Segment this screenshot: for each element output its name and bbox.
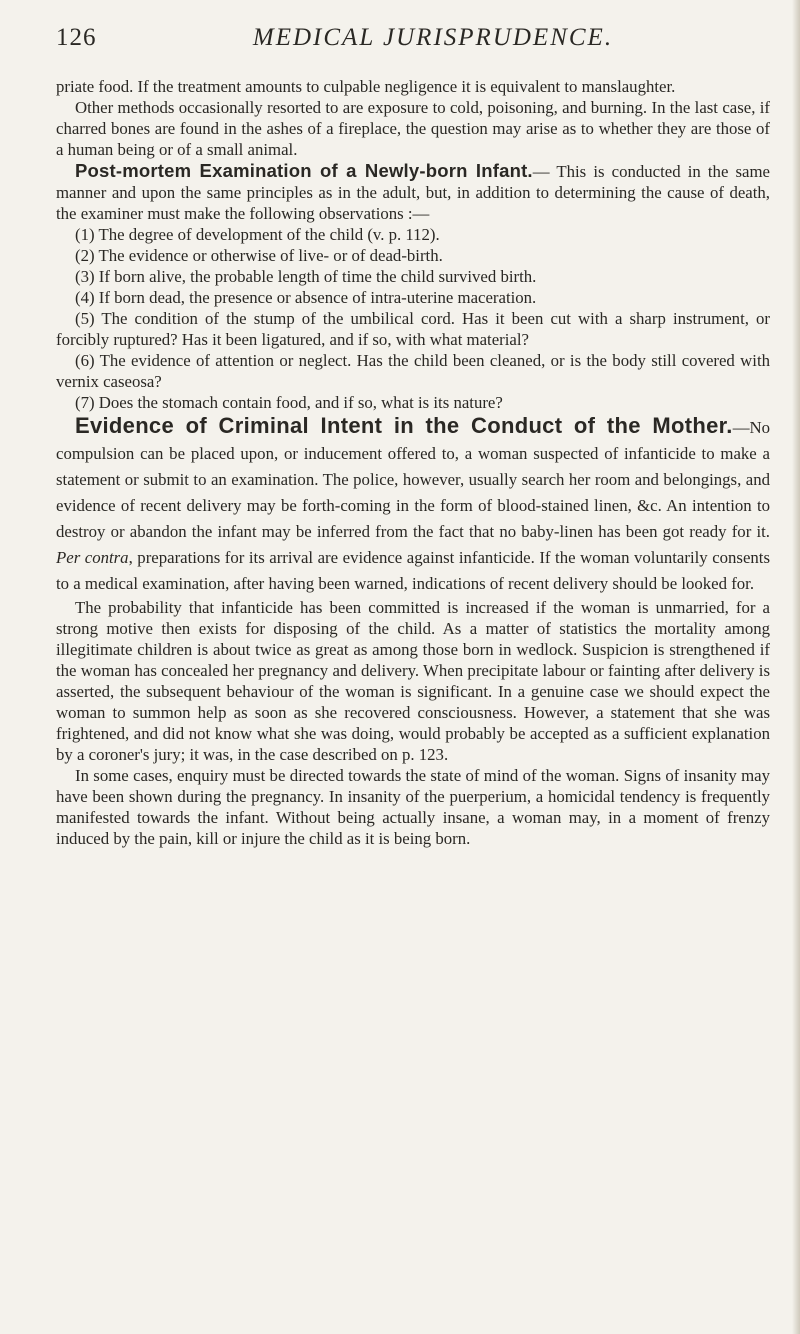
paragraph-state-of-mind: In some cases, enquiry must be directed towards the state of mind of the woman. Signs of insanity may have been shown during the pregnancy. In insanity of the puerperium, a homicidal tendency is frequently manifested towards the infant. Without being actually insane, a woman may, in a moment of frenzy induced by the pain, kill or injure the child as it is being born. [56,766,770,848]
list-item: (6) The evidence of attention or neglect. Has the child been cleaned, or is the body still covered with vernix caseosa? [56,351,770,391]
paragraph-other-methods: Other methods occasionally resorted to are exposure to cold, poisoning, and burning. In the last case, if charred bones are found in the ashes of a fireplace, the question may arise as to whether they are those of a human being or of a small animal. [56,98,770,159]
page-number: 126 [56,24,97,51]
book-page [56,24,770,849]
section-text-criminal-intent-b: , preparations for its arrival are evidence against infanticide. If the woman voluntarily consents to a medical examination, after having been warned, indications of recent delivery should be looked for. [56,548,770,593]
section-heading-criminal-intent: Evidence of Criminal Intent in the Conduct of the Mother. [75,413,733,438]
page-header [56,24,770,60]
list-item: (3) If born alive, the probable length of time the child survived birth. [75,267,537,286]
page-edge-shadow [792,0,800,1334]
running-title: MEDICAL JURISPRUDENCE. [252,24,614,51]
list-item: (1) The degree of development of the child (v. p. 112). [75,225,440,244]
section-post-mortem [56,160,770,224]
list-item: (7) Does the stomach contain food, and if so, what is its nature? [75,393,503,412]
section-text-criminal-intent-a: —No compulsion can be placed upon, or inducement offered to, a woman suspected of infanticide to make a statement or submit to an examination. The police, however, usually search her room and belongings, and evidence of recent delivery may be forth-coming in the form of blood-stained linen, &c. An intention to destroy or abandon the infant may be inferred from the fact that no baby-linen has been got ready for it. [56,418,770,541]
italic-per-contra: Per contra [56,548,129,567]
paragraph-probability: The probability that infanticide has been committed is increased if the woman is unmarried, for a strong motive then exists for disposing of the child. As a matter of statistics the mortality among illegitimate children is about twice as great as among those born in wedlock. Suspicion is strengthened if the woman has concealed her pregnancy and delivery. When precipitate labour or fainting after delivery is asserted, the subsequent behaviour of the woman is significant. In a genuine case we should expect the woman to summon help as soon as she recovered consciousness. However, a statement that she was frightened, and did not know what she was doing, would probably be accepted as a sufficient explanation by a coroner's jury; it was, in the case described on p. 123. [56,598,770,764]
list-item: (4) If born dead, the presence or absence of intra-uterine maceration. [75,288,537,307]
list-item: (2) The evidence or otherwise of live- or of dead-birth. [75,246,443,265]
list-item: (5) The condition of the stump of the umbilical cord. Has it been cut with a sharp instrument, or forcibly ruptured? Has it been ligatured, and if so, with what material? [56,309,770,349]
section-heading-post-mortem: Post-mortem Examination of a Newly-born Infant. [75,160,533,181]
section-text-post-mortem: — This is conducted in the same manner and upon the same principles as in the adult, but, in addition to determining the cause of death, the examiner must make the following observations :— [56,162,770,223]
paragraph-continued: priate food. If the treatment amounts to culpable negligence it is equivalent to manslaughter. [56,77,676,96]
section-criminal-intent [56,413,770,597]
